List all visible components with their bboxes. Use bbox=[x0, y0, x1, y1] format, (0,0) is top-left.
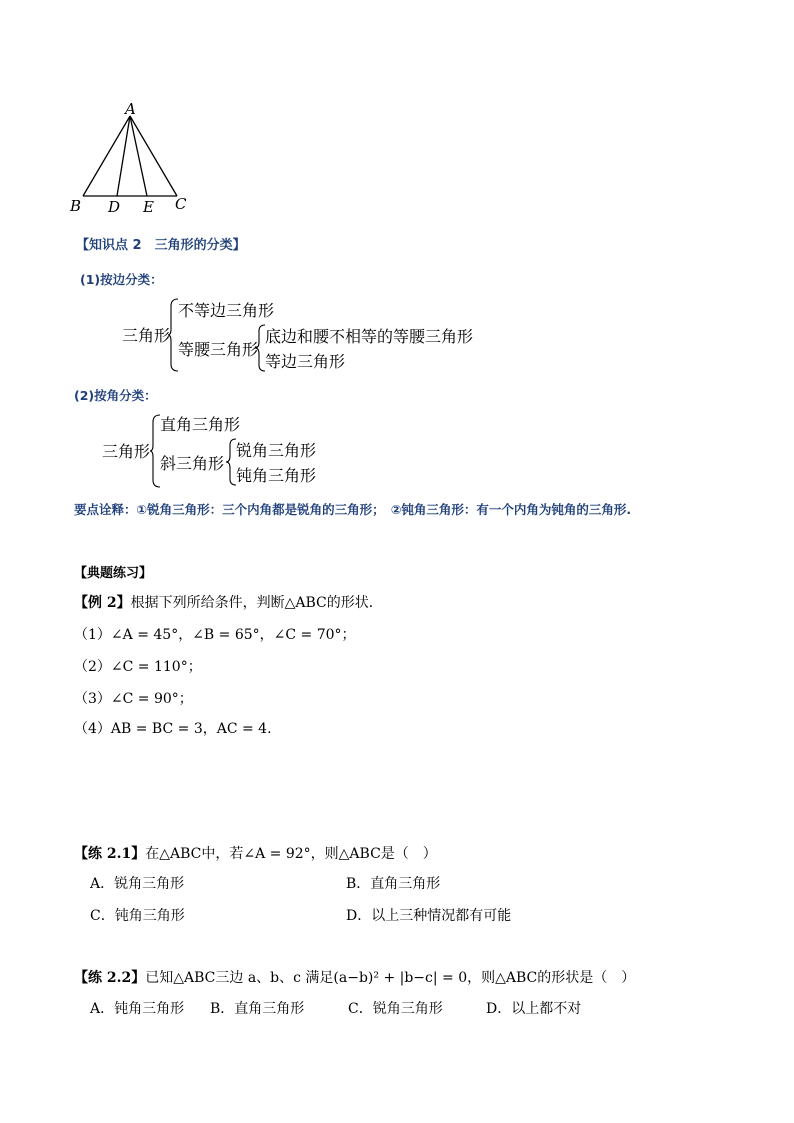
label-a: A bbox=[125, 100, 136, 118]
by-angle-sub2: 钝角三角形 bbox=[236, 466, 317, 485]
by-angle-item1: 直角三角形 bbox=[160, 415, 241, 434]
ex21-line bbox=[74, 843, 437, 863]
label-e: E bbox=[143, 198, 154, 216]
example2-line bbox=[74, 592, 383, 612]
by-side-sub2: 等边三角形 bbox=[265, 352, 346, 371]
ex22-option-c: C．锐角三角形 bbox=[348, 1001, 443, 1017]
example2-item-3: （3）∠C = 90°； bbox=[74, 691, 193, 707]
by-side-title: (1)按边分类： bbox=[80, 272, 163, 287]
ex22-tag: 【练 2.2】 bbox=[74, 970, 146, 986]
ex21-option-a: A．锐角三角形 bbox=[90, 876, 185, 892]
ex22-stem: 已知△ABC三边 a、b、c 满足(a−b)² + |b−c| = 0，则△ABC的形状是（ ） bbox=[145, 970, 636, 986]
label-b: B bbox=[70, 197, 82, 215]
ex22-option-b: B．直角三角形 bbox=[210, 1001, 305, 1017]
by-side-root: 三角形 bbox=[122, 326, 171, 345]
ex21-option-b: B．直角三角形 bbox=[346, 876, 441, 892]
example2-item-4: （4）AB = BC = 3，AC = 4. bbox=[74, 721, 272, 737]
example2-item-2: （2）∠C = 110°； bbox=[74, 659, 202, 675]
ex21-option-c: C．钝角三角形 bbox=[90, 908, 185, 924]
knowledge-heading: 【知识点 2 三角形的分类】 bbox=[76, 238, 246, 253]
by-side-sub1: 底边和腰不相等的等腰三角形 bbox=[265, 327, 474, 346]
example2-tag: 【例 2】 bbox=[74, 595, 131, 611]
by-angle-item2: 斜三角形 bbox=[160, 454, 225, 473]
ex22-line bbox=[74, 967, 635, 987]
practice-heading: 【典题练习】 bbox=[74, 566, 153, 581]
ex22-option-d: D．以上都不对 bbox=[486, 1001, 582, 1017]
ex21-stem: 在△ABC中，若∠A = 92°，则△ABC是（ ） bbox=[145, 846, 437, 862]
segment-ae bbox=[130, 116, 147, 196]
by-side-item1: 不等边三角形 bbox=[178, 301, 275, 320]
by-side-item2: 等腰三角形 bbox=[178, 340, 259, 359]
ex22-option-a: A．钝角三角形 bbox=[90, 1001, 185, 1017]
example2-stem: 根据下列所给条件，判断△ABC的形状． bbox=[130, 595, 383, 611]
ex21-tag: 【练 2.1】 bbox=[74, 846, 146, 862]
by-angle-root: 三角形 bbox=[102, 442, 151, 461]
side-ac bbox=[130, 116, 177, 196]
by-angle-sub1: 锐角三角形 bbox=[236, 441, 317, 460]
label-d: D bbox=[108, 198, 121, 216]
triangle-figure bbox=[60, 98, 200, 218]
ex21-option-d: D．以上三种情况都有可能 bbox=[346, 908, 512, 924]
label-c: C bbox=[175, 195, 187, 213]
by-angle-title: (2)按角分类： bbox=[74, 388, 157, 403]
key-note: 要点诠释：①锐角三角形：三个内角都是锐角的三角形； ②钝角三角形：有一个内角为钝角的三角形. bbox=[74, 502, 632, 517]
example2-item-1: （1）∠A = 45°，∠B = 65°，∠C = 70°； bbox=[74, 627, 356, 643]
